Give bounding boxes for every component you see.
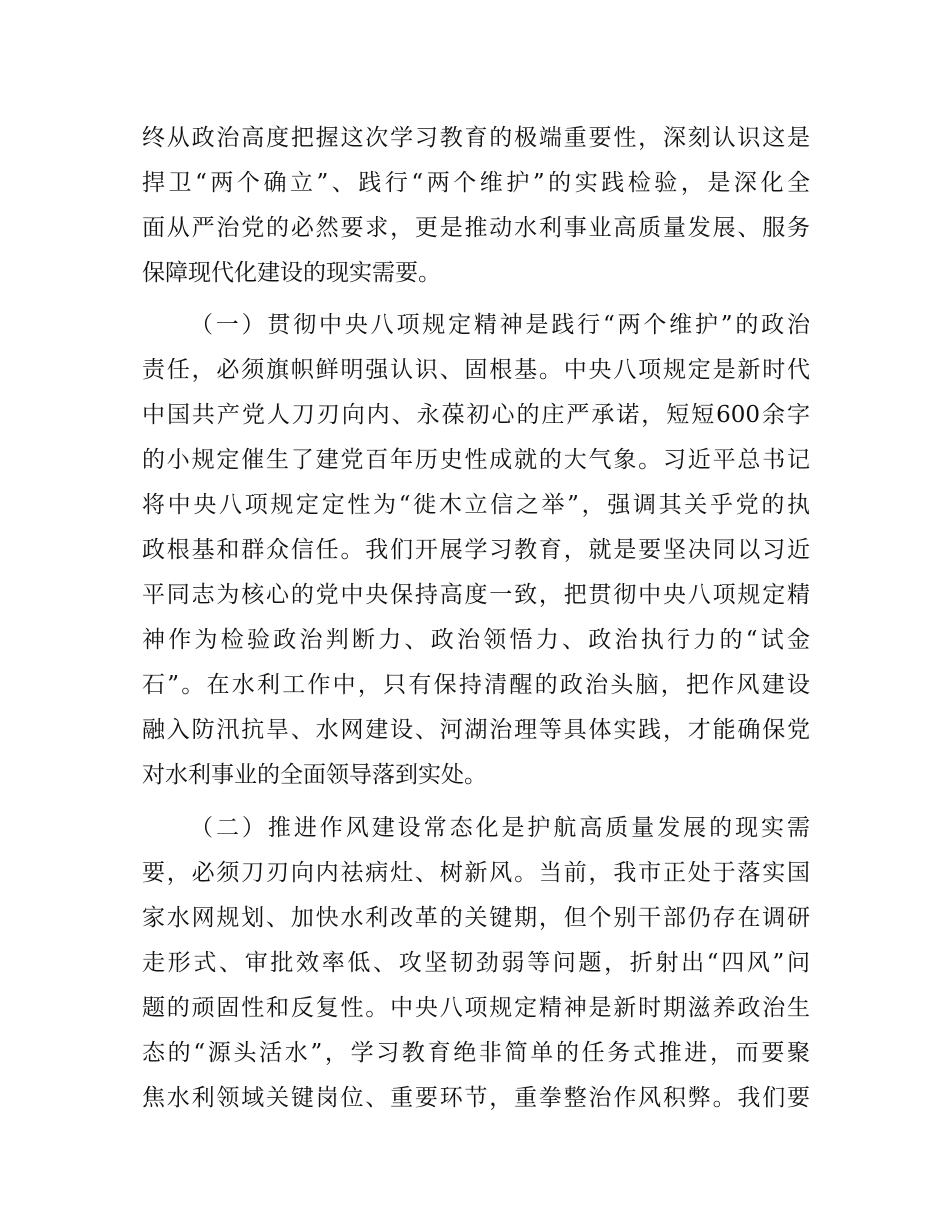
paragraph-3-line-3: 家水网规划、加快水利改革的关键期，但个别干部仍存在调研 [142,905,810,931]
paragraph-1-line-4: 保障现代化建设的现实需要。 [142,260,441,286]
paragraph-1-line-2: 捍卫“两个确立”、践行“两个维护”的实践检验，是深化全 [142,170,810,196]
paragraph-2-line-2: 责任，必须旗帜鲜明强认识、固根基。中央八项规定是新时代 [142,357,810,383]
paragraph-2-line-6: 政根基和群众信任。我们开展学习教育，就是要坚决同以习近 [142,537,810,563]
paragraph-2-line-8: 神作为检验政治判断力、政治领悟力、政治执行力的“试金 [142,627,810,653]
paragraph-2-line-10: 融入防汛抗旱、水网建设、河湖治理等具体实践，才能确保党 [142,717,810,743]
paragraph-3-line-5: 题的顽固性和反复性。中央八项规定精神是新时期滋养政治生 [142,995,810,1021]
paragraph-3-line-6: 态的“源头活水”，学习教育绝非简单的任务式推进，而要聚 [142,1040,810,1066]
paragraph-3-line-2: 要，必须刀刃向内祛病灶、树新风。当前，我市正处于落实国 [142,860,810,886]
paragraph-2-line-5: 将中央八项规定定性为“徙木立信之举”，强调其关乎党的执 [142,492,810,518]
paragraph-2-line-3: 中国共产党人刀刃向内、永葆初心的庄严承诺，短短600余字 [142,402,810,428]
paragraph-3-line-4: 走形式、审批效率低、攻坚韧劲弱等问题，折射出“四风”问 [142,950,810,976]
paragraph-2-line-4: 的小规定催生了建党百年历史性成就的大气象。习近平总书记 [142,447,810,473]
paragraph-1-line-3: 面从严治党的必然要求，更是推动水利事业高质量发展、服务 [142,215,810,241]
paragraph-3-line-7: 焦水利领域关键岗位、重要环节，重拳整治作风积弊。我们要 [142,1085,810,1111]
paragraph-2-line-7: 平同志为核心的党中央保持高度一致，把贯彻中央八项规定精 [142,582,810,608]
paragraph-2-line-9: 石”。在水利工作中，只有保持清醒的政治头脑，把作风建设 [142,672,810,698]
paragraph-1-line-1: 终从政治高度把握这次学习教育的极端重要性，深刻认识这是 [142,125,810,151]
paragraph-2-line-1: （一）贯彻中央八项规定精神是践行“两个维护”的政治 [190,312,810,338]
paragraph-3-line-1: （二）推进作风建设常态化是护航高质量发展的现实需 [190,815,810,841]
paragraph-2-line-11: 对水利事业的全面领导落到实处。 [142,762,487,788]
